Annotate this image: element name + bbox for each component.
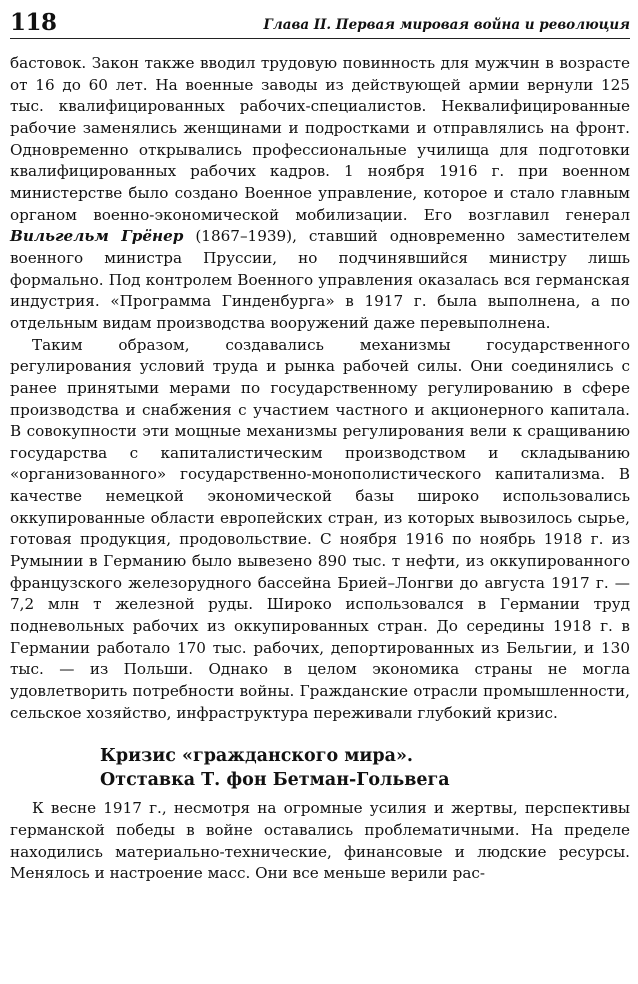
paragraph-text: бастовок. Закон также вводил трудовую повинность для мужчин в возрасте от 16 до 60 лет. На военные заводы из действующей армии вернули 125 тыс. квалифицированных рабочих-специалистов. Неквалифицированные рабочие заменялись женщинами и подростками и отправлялись на фронт. Одновременно открывались профессиональные училища для подготовки квалифицированных рабочих кадров. 1 ноября 1916 г. при военном министерстве было создано Военное управление, которое и стало главным органом военно-экономической мобилизации. Его возглавил генерал: [10, 54, 630, 224]
person-name: Вильгельм Грёнер: [10, 227, 184, 246]
page-header: [10, 4, 630, 39]
paragraph: Таким образом, создавались механизмы государственного регулирования условий труда и рынка рабочей силы. Они соединялись с ранее принятыми мерами по государственному регулированию в сфере производства и снабжения с участием частного и акционерного капитала. В совокупности эти мощные механизмы регулирования вели к сращиванию государства с капиталистическим производством и складыванию «организованного» государственно-монополистического капитализма. В качестве немецкой экономической базы широко использовались оккупированные области европейских стран, из которых вывозилось сырье, готовая продукция, продовольствие. С ноября 1916 по ноябрь 1918 г. из Румынии в Германию было вывезено 890 тыс. т нефти, из оккупированного французского железорудного бассейна Брией–Лонгви до августа 1917 г. — 7,2 млн т железной руды. Широко использовался в Германии труд подневольных рабочих из оккупированных стран. До середины 1918 г. в Германии работало 170 тыс. рабочих, депортированных из Бельгии, и 130 тыс. — из Польши. Однако в целом экономика страны не могла удовлетворить потребности войны. Гражданские отрасли промышленности, сельское хозяйство, инфраструктура переживали глубокий кризис.: [10, 335, 630, 722]
running-head: Глава II. Первая мировая война и революция: [263, 17, 630, 33]
page-number: 118: [10, 9, 57, 36]
paragraph: [10, 53, 630, 335]
page-body: [10, 53, 630, 885]
paragraph-text: (1867–1939), ставший одновременно заместителем военного министра Пруссии, но подчинявшийся министру лишь формально. Под контролем Военного управления оказалась вся германская индустрия. «Программа Гинденбурга» в 1917 г. была выполнена, а по отдельным видам производства вооружений даже перевыполнена.: [10, 227, 631, 332]
section-heading: [100, 744, 630, 792]
section-heading-line: Отставка Т. фон Бетман-Гольвега: [100, 770, 450, 791]
book-page: [10, 4, 630, 885]
section-heading-line: Кризис «гражданского мира».: [100, 746, 413, 767]
paragraph: К весне 1917 г., несмотря на огромные усилия и жертвы, перспективы германской победы в войне оставались проблематичными. На пределе находились материально-технические, финансовые и людские ресурсы. Менялось и настроение масс. Они все меньше верили рас-: [10, 799, 630, 883]
